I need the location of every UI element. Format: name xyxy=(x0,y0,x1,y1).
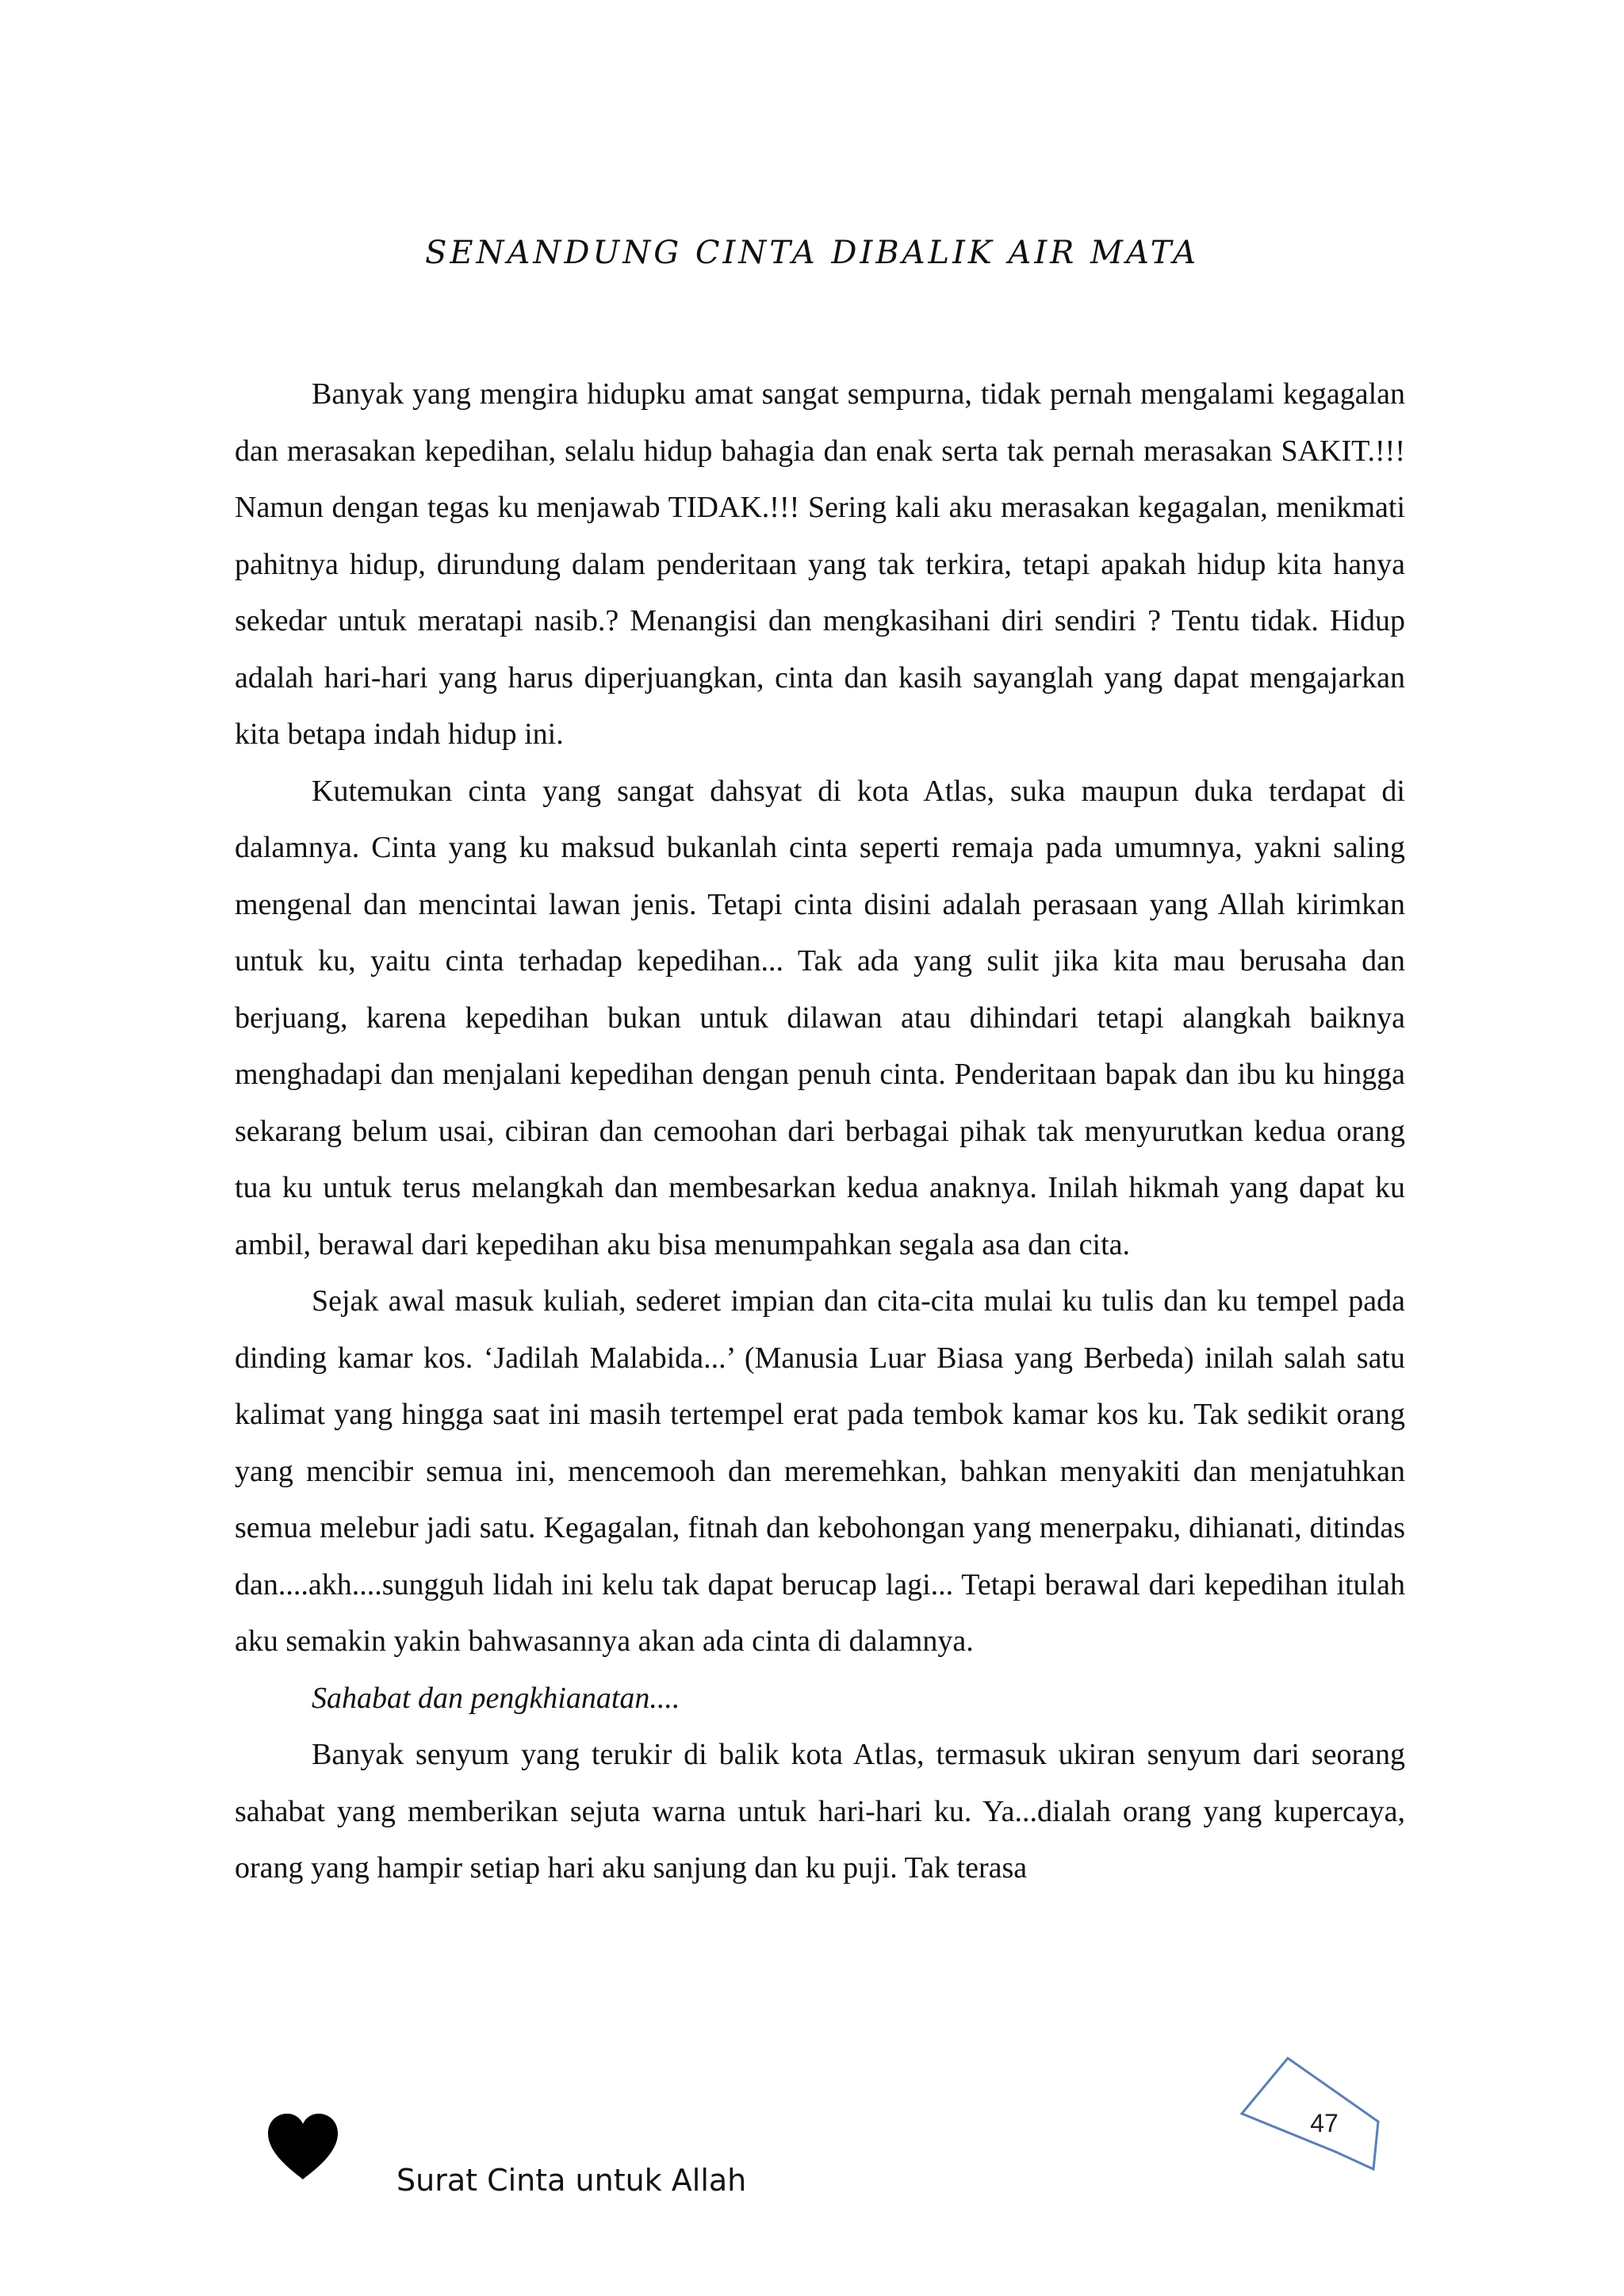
section-subheading: Sahabat dan pengkhianatan.... xyxy=(312,1681,680,1715)
body-text xyxy=(235,366,1405,1897)
paragraph-1: Banyak yang mengira hidupku amat sangat sempurna, tidak pernah mengalami kegagalan dan merasakan kepedihan, selalu hidup bahagia dan enak serta tak pernah merasakan SAKIT.!!! Namun dengan tegas ku menjawab TIDAK.!!! Sering kali aku merasakan kegagalan, menikmati pahitnya hidup, dirundung dalam penderitaan yang tak terkira, tetapi apakah hidup kita hanya sekedar untuk meratapi nasib.? Menangisi dan mengkasihani diri sendiri ? Tentu tidak. Hidup adalah hari-hari yang harus diperjuangkan, cinta dan kasih sayanglah yang dapat mengajarkan kita betapa indah hidup ini. xyxy=(235,377,1405,751)
page-number: 47 xyxy=(1310,2109,1339,2137)
chapter-title: SENANDUNG CINTA DIBALIK AIR MATA xyxy=(424,235,1200,271)
heart-icon xyxy=(266,2113,339,2181)
paragraph-2: Kutemukan cinta yang sangat dahsyat di kota Atlas, suka maupun duka terdapat di dalamnya. Cinta yang ku maksud bukanlah cinta seperti remaja pada umumnya, yakni saling mengenal dan mencintai lawan jenis. Tetapi cinta disini adalah perasaan yang Allah kirimkan untuk ku, yaitu cinta terhadap kepedihan... Tak ada yang sulit jika kita mau berusaha dan berjuang, karena kepedihan bukan untuk dilawan atau dihindari tetapi alangkah baiknya menghadapi dan menjalani kepedihan dengan penuh cinta. Penderitaan bapak dan ibu ku hingga sekarang belum usai, cibiran dan cemoohan dari berbagai pihak tak menyurutkan kedua orang tua ku untuk terus melangkah dan membesarkan kedua anaknya. Inilah hikmah yang dapat ku ambil, berawal dari kepedihan aku bisa menumpahkan segala asa dan cita. xyxy=(235,774,1405,1261)
paragraph-4: Banyak senyum yang terukir di balik kota Atlas, termasuk ukiran senyum dari seorang sahabat yang memberikan sejuta warna untuk hari-hari ku. Ya...dialah orang yang kupercaya, orang yang hampir setiap hari aku sanjung dan ku puji. Tak terasa xyxy=(235,1738,1405,1885)
paragraph-3: Sejak awal masuk kuliah, sederet impian dan cita-cita mulai ku tulis dan ku tempel pada dinding kamar kos. ‘Jadilah Malabida...’ (Manusia Luar Biasa yang Berbeda) inilah salah satu kalimat yang hingga saat ini masih tertempel erat pada tembok kamar kos ku. Tak sedikit orang yang mencibir semua ini, mencemooh dan meremehkan, bahkan menyakiti dan menjatuhkan semua melebur jadi satu. Kegagalan, fitnah dan kebohongan yang menerpaku, dihianati, ditindas dan....akh....sungguh lidah ini kelu tak dapat berucap lagi... Tetapi berawal dari kepedihan itulah aku semakin yakin bahwasannya akan ada cinta di dalamnya. xyxy=(235,1284,1405,1658)
book-title: Surat Cinta untuk Allah xyxy=(396,2163,747,2198)
